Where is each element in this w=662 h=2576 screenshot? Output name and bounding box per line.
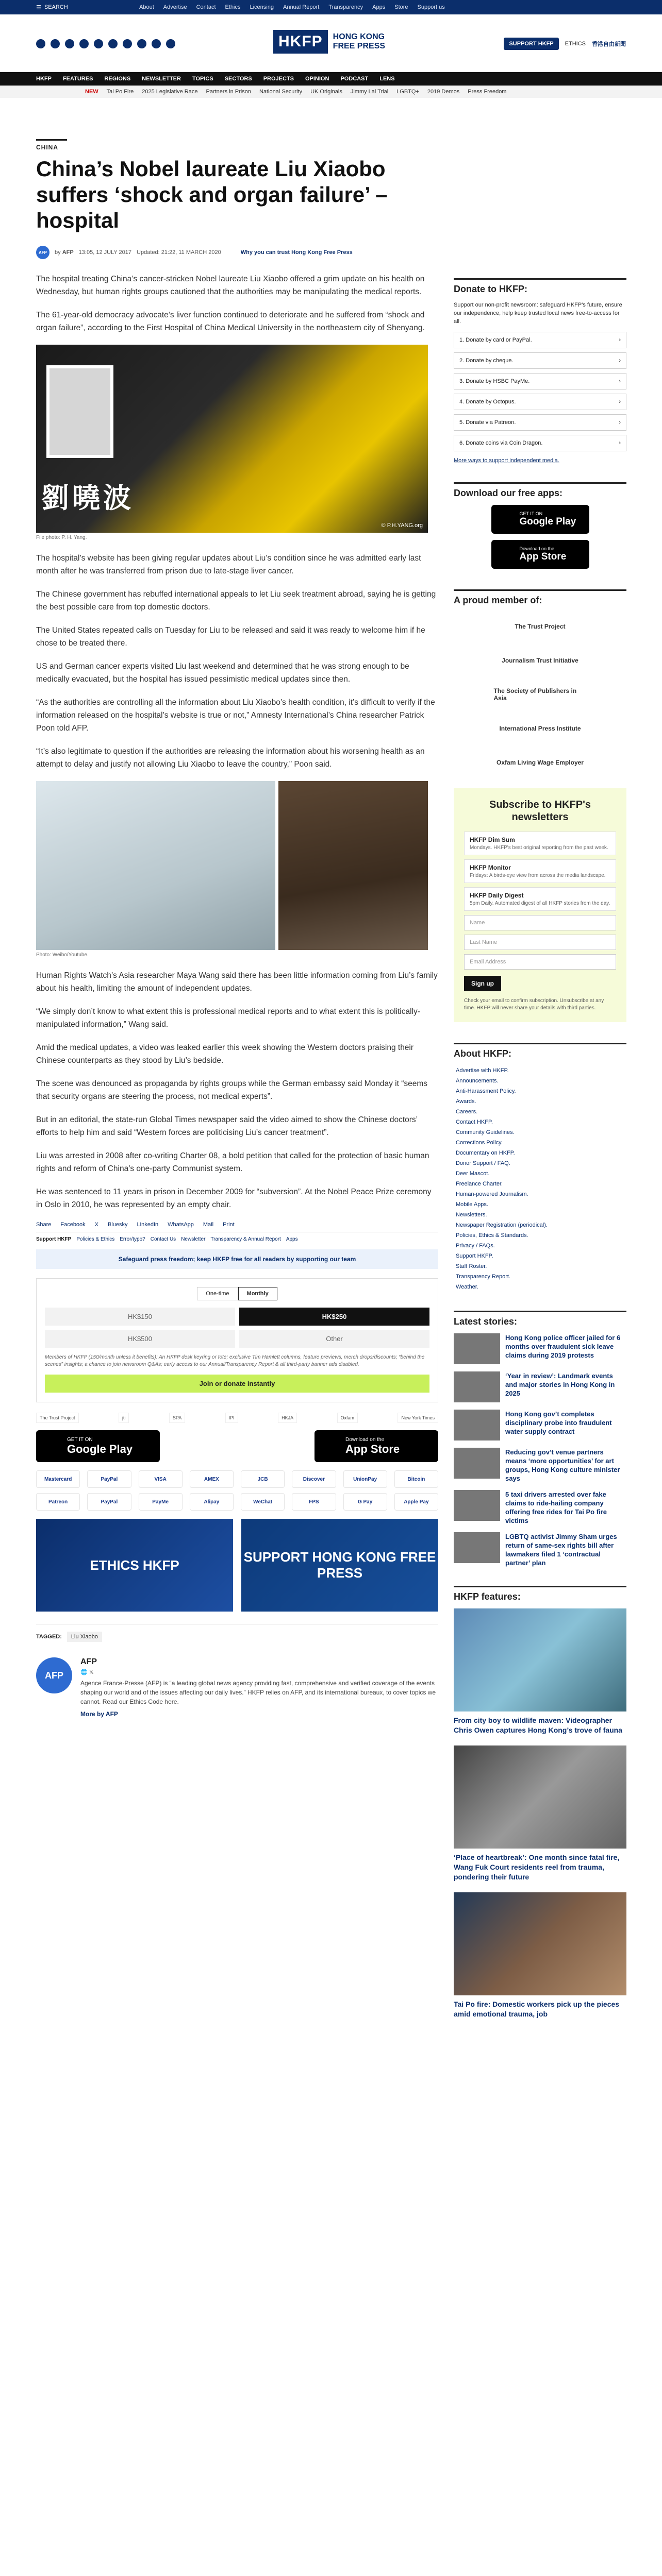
main-nav (0, 72, 662, 86)
trending-item[interactable]: Press Freedom (468, 89, 507, 95)
donate-option-label: 5. Donate via Patreon. (459, 419, 516, 426)
newsletter-option[interactable] (464, 887, 616, 911)
amount-option[interactable]: HK$150 (45, 1308, 235, 1326)
feature-title[interactable]: ‘Place of heartbreak’: One month since fatal fire, Wang Fuk Court residents reel from trauma, pondering their future (454, 1853, 620, 1881)
article-footer-links (36, 1236, 438, 1242)
portrait-poster (46, 365, 113, 458)
globe-icon[interactable]: 🌐 (80, 1669, 88, 1675)
nav-item[interactable]: OPINION (305, 76, 329, 82)
about-link[interactable]: Transparency Report. (456, 1274, 510, 1280)
first-name-input[interactable]: Name (464, 915, 616, 930)
share-print[interactable]: Print (223, 1222, 235, 1228)
newsletter-name: HKFP Monitor (470, 864, 511, 871)
feature-title[interactable]: From city boy to wildlife maven: Videographer Chris Owen captures Hong Kong’s trove of fauna (454, 1716, 622, 1734)
payment-logo[interactable]: WeChat (241, 1493, 285, 1511)
payment-methods (36, 1470, 438, 1511)
feature-story[interactable] (454, 1608, 626, 1735)
nav-item[interactable]: TOPICS (192, 76, 213, 82)
tag-chip[interactable]: Liu Xiaobo (67, 1632, 102, 1642)
member-logo[interactable]: The Trust Project (515, 623, 566, 630)
author-name: by AFP (55, 249, 74, 256)
about-link[interactable]: Announcements. (456, 1078, 499, 1084)
feature-story[interactable] (454, 1892, 626, 2019)
story-thumbnail[interactable] (454, 1448, 500, 1479)
partner-logo[interactable]: Oxfam (337, 1413, 358, 1423)
about-link[interactable]: Contact HKFP. (456, 1119, 493, 1125)
trending-item[interactable]: National Security (259, 89, 303, 95)
partner-logo[interactable]: HKJA (278, 1413, 297, 1423)
story-thumbnail[interactable] (454, 1333, 500, 1364)
site-header (0, 14, 662, 72)
app-store-small: Download on the (345, 1436, 385, 1443)
member-logo[interactable]: The Society of Publishers in Asia (493, 687, 577, 702)
trending-item[interactable]: Jimmy Lai Trial (350, 89, 389, 95)
partner-logo[interactable]: jti (119, 1413, 129, 1423)
feature-image[interactable] (454, 1892, 626, 1995)
app-store-badge[interactable] (491, 540, 589, 569)
logo-box: HKFP (273, 30, 328, 54)
tags (36, 1624, 438, 1642)
photo-chinese-text: 劉曉波 (41, 481, 134, 514)
site-logo[interactable] (273, 30, 385, 54)
trending-nav (0, 86, 662, 98)
donate-option-label: 1. Donate by card or PayPal. (459, 337, 532, 343)
x-icon[interactable]: 𝕏 (89, 1669, 94, 1675)
paragraph: The hospital treating China’s cancer-stricken Nobel laureate Liu Xiaobo offered a grim update on his health on Wednesday, but human rights groups cautioned that the authorities may be manipulating the medical reports. (36, 275, 425, 296)
google-play-badge[interactable] (491, 505, 589, 534)
support-promo[interactable]: SUPPORT HONG KONG FREE PRESS (241, 1519, 438, 1612)
frequency-toggle (45, 1287, 429, 1300)
nav-item[interactable]: LENS (379, 76, 395, 82)
newsletter-heading: Subscribe to HKFP's newsletters (489, 799, 591, 823)
donate-widget (36, 1278, 438, 1402)
payment-logo[interactable]: Mastercard (36, 1470, 80, 1488)
utility-link[interactable]: Transparency (328, 4, 363, 10)
latest-story[interactable] (454, 1448, 626, 1483)
about-link[interactable]: Freelance Charter. (456, 1181, 503, 1187)
about-link[interactable]: Community Guidelines. (456, 1129, 515, 1136)
donate-option[interactable] (454, 332, 626, 348)
footer-link[interactable]: Transparency & Annual Report (210, 1236, 281, 1242)
paragraph: The scene was denounced as propaganda by rights groups while the German embassy said Monday it “seems that security organs are steering the process, not medical experts”. (36, 1079, 428, 1101)
donate-option[interactable] (454, 373, 626, 389)
paragraph: “It’s also legitimate to question if the authorities are releasing the information about his worsening health as an attempt to delay and justify not allowing Liu Xiaobo to leave the country,” Poon said. (36, 747, 425, 769)
payment-logo[interactable]: JCB (241, 1470, 285, 1488)
about-link[interactable]: Corrections Policy. (456, 1140, 503, 1146)
share-label: Share (36, 1222, 52, 1228)
latest-story[interactable] (454, 1410, 626, 1440)
trending-item[interactable]: UK Originals (310, 89, 342, 95)
photo-caption: Photo: Weibo/Youtube. (36, 952, 89, 958)
feature-title[interactable]: Tai Po fire: Domestic workers pick up the pieces amid emotional trauma, job (454, 2000, 620, 2018)
nav-item[interactable]: SECTORS (224, 76, 252, 82)
trending-item[interactable]: 2025 Legislative Race (142, 89, 198, 95)
payment-logo[interactable]: VISA (139, 1470, 183, 1488)
story-thumbnail[interactable] (454, 1371, 500, 1402)
new-badge: NEW (85, 89, 98, 95)
article-photo (36, 781, 428, 950)
footer-link[interactable]: Apps (286, 1236, 298, 1242)
author-bio: Agence France-Presse (AFP) is “a leading global news agency providing fast, comprehensive and verified coverage of the events shaping our world and of the issues affecting our daily lives.” HKFP relies on AFP, and its international bureaux, to cover topics we cannot. Read our Ethics Code here. (80, 1680, 436, 1705)
nav-item[interactable]: PROJECTS (263, 76, 294, 82)
partner-logo[interactable]: New York Times (398, 1413, 438, 1423)
paragraph: “As the authorities are controlling all the information about Liu Xiaobo’s health condition, it’s difficult to verify if the information released on the hospital’s website is true or not,” Amnesty International’s China researcher Patrick Poon told AFP. (36, 698, 435, 733)
author-avatar[interactable]: AFP (36, 246, 49, 259)
utility-link[interactable]: Ethics (225, 4, 241, 10)
payment-logo[interactable]: Patreon (36, 1493, 80, 1511)
logo-text (333, 32, 385, 51)
menu-search[interactable] (36, 4, 129, 11)
author-box-info (80, 1657, 438, 1718)
amount-option[interactable]: Other (239, 1330, 429, 1348)
latest-story[interactable] (454, 1333, 626, 1364)
about-link[interactable]: Privacy / FAQs. (456, 1243, 495, 1249)
membership-note: Members of HKFP (150/month unless it benefits): An HKFP desk keyring or tote; exclusive Tim Hamlett columns, feature previews, merch drops/discounts; “behind the scenes” insights; a chance to join newsroom Q&As; early access to our Annual/Transparency Report & all third-party banner ads disabled. (45, 1354, 425, 1367)
payment-logo[interactable]: G Pay (343, 1493, 387, 1511)
payment-logo[interactable]: FPS (292, 1493, 336, 1511)
about-heading: About HKFP: (454, 1043, 626, 1059)
member-logo[interactable]: International Press Institute (499, 725, 581, 732)
paragraph: The 61-year-old democracy advocate’s liver function continued to deteriorate and he suffered from “shock and organ failure”, according to the First Hospital of China Medical University in the northeastern city of Shenyang. (36, 311, 425, 332)
article-category[interactable]: CHINA (36, 144, 58, 151)
publish-date: 13:05, 12 JULY 2017 (78, 249, 132, 256)
footer-link[interactable]: Contact Us (150, 1236, 176, 1242)
donate-option-label: 6. Donate coins via Coin Dragon. (459, 440, 543, 446)
promo-row (36, 1519, 438, 1612)
ethics-link[interactable]: ETHICS (565, 41, 586, 47)
amount-option-selected[interactable]: HK$250 (239, 1308, 429, 1326)
telegram-icon[interactable] (137, 39, 146, 48)
utility-link[interactable]: Advertise (163, 4, 187, 10)
about-link[interactable]: Careers. (456, 1109, 478, 1115)
latest-story[interactable] (454, 1371, 626, 1402)
join-button[interactable]: Join or donate instantly (45, 1375, 429, 1393)
about-link[interactable]: Awards. (456, 1098, 476, 1105)
more-ways-link[interactable]: More ways to support independent media. (454, 457, 559, 464)
amount-options (45, 1308, 429, 1348)
author-box (36, 1657, 438, 1718)
onetime-option[interactable]: One-time (197, 1287, 238, 1300)
last-name-input[interactable]: Last Name (464, 935, 616, 950)
about-list (454, 1065, 626, 1292)
utility-link[interactable]: Annual Report (283, 4, 320, 10)
utility-bar (0, 0, 662, 14)
story-title[interactable]: LGBTQ activist Jimmy Sham urges return of same-sex rights bill after lawmakers filed 1 ‘contractual partner’ plan (505, 1533, 617, 1567)
feature-story[interactable] (454, 1745, 626, 1882)
article (36, 139, 438, 1718)
google-play-label: Google Play (519, 516, 576, 527)
utility-link[interactable]: Apps (372, 4, 386, 10)
share-bar (36, 1222, 438, 1232)
about-link[interactable]: Anti-Harassment Policy. (456, 1088, 516, 1094)
footer-link[interactable]: Newsletter (181, 1236, 206, 1242)
newsletter-name: HKFP Daily Digest (470, 892, 524, 899)
bluesky-icon[interactable] (108, 39, 118, 48)
newsletter-desc: 5pm Daily. Automated digest of all HKFP stories from the day. (470, 901, 610, 906)
author-box-name[interactable]: AFP (80, 1657, 97, 1666)
nav-item[interactable]: HKFP (36, 76, 52, 82)
feature-image[interactable] (454, 1608, 626, 1711)
x-icon[interactable] (51, 39, 60, 48)
app-store-label: App Store (345, 1442, 400, 1455)
story-title[interactable]: 5 taxi drivers arrested over fake claims to ride-hailing company offering free rides for Tai Po fire victims (505, 1490, 607, 1524)
donate-option[interactable] (454, 414, 626, 431)
about-link[interactable]: Policies, Ethics & Standards. (456, 1232, 528, 1239)
member-logo[interactable]: Oxfam Living Wage Employer (496, 759, 584, 766)
utility-link[interactable]: About (139, 4, 154, 10)
about-link[interactable]: Newsletters. (456, 1212, 487, 1218)
features-heading: HKFP features: (454, 1586, 626, 1602)
article-photo (36, 345, 428, 533)
facebook-icon[interactable] (36, 39, 45, 48)
donate-option[interactable] (454, 394, 626, 410)
nav-item[interactable]: PODCAST (340, 76, 369, 82)
nav-item[interactable]: REGIONS (104, 76, 131, 82)
paragraph: The United States repeated calls on Tuesday for Liu to be released and said it was ready to welcome him if he chose to be treated there. (36, 626, 425, 648)
hospital-photo (36, 781, 275, 950)
partner-logo[interactable]: The Trust Project (36, 1413, 79, 1423)
newsletter-note: Check your email to confirm subscription. Unsubscribe at any time. HKFP will never share your details with third parties. (464, 998, 604, 1011)
donate-text: Support our non-profit newsroom: safeguard HKFP's future, ensure our independence, help keep trusted local news free-to-access for all. (454, 302, 622, 325)
email-input[interactable]: Email Address (464, 954, 616, 970)
chevron-right-icon: › (619, 440, 621, 446)
google-play-label: Google Play (67, 1442, 133, 1455)
signup-button[interactable]: Sign up (464, 976, 501, 991)
newsletter-desc: Mondays. HKFP's best original reporting from the past week. (470, 845, 608, 851)
payment-logo[interactable]: Discover (292, 1470, 336, 1488)
share-linkedin[interactable]: LinkedIn (137, 1222, 159, 1228)
paragraph: Liu was arrested in 2008 after co-writing Charter 08, a bold petition that called for the protection of basic human rights and reform of China’s one-party Communist system. (36, 1151, 429, 1173)
about-link[interactable]: Support HKFP. (456, 1253, 493, 1259)
nav-item[interactable]: FEATURES (62, 76, 93, 82)
share-mail[interactable]: Mail (203, 1222, 214, 1228)
nav-item[interactable]: NEWSLETTER (142, 76, 181, 82)
about-link[interactable]: Deer Mascot. (456, 1171, 490, 1177)
feature-image[interactable] (454, 1745, 626, 1849)
photo-credit: © P.H.YANG.org (381, 522, 423, 529)
donate-option-label: 4. Donate by Octopus. (459, 399, 516, 405)
share-whatsapp[interactable]: WhatsApp (168, 1222, 194, 1228)
share-bluesky[interactable]: Bluesky (108, 1222, 128, 1228)
photo-caption: File photo: P. H. Yang. (36, 535, 87, 540)
latest-story[interactable] (454, 1532, 626, 1567)
latest-story[interactable] (454, 1490, 626, 1525)
instagram-icon[interactable] (65, 39, 74, 48)
chevron-right-icon: › (619, 419, 621, 426)
paragraph: “We simply don’t know to what extent this is professional medical reports and to what extent this is politically-manipulated information,” Wang said. (36, 1007, 420, 1029)
donate-option[interactable] (454, 435, 626, 451)
app-store-badge[interactable] (315, 1430, 438, 1462)
share-x[interactable]: X (94, 1222, 99, 1228)
member-heading: A proud member of: (454, 589, 626, 606)
portrait-photo (278, 781, 428, 950)
sidebar (454, 278, 626, 2029)
latest-heading: Latest stories: (454, 1311, 626, 1327)
utility-link[interactable]: Contact (196, 4, 216, 10)
trust-link[interactable]: Why you can trust Hong Kong Free Press (240, 249, 353, 256)
trending-item[interactable]: Tai Po Fire (106, 89, 134, 95)
payment-logo[interactable]: AMEX (190, 1470, 234, 1488)
author-name-text[interactable]: AFP (62, 249, 74, 256)
chinese-site-link[interactable]: 香港自由新聞 (592, 41, 626, 47)
donate-heading: Donate to HKFP: (454, 278, 626, 295)
utility-link[interactable]: Licensing (250, 4, 274, 10)
about-link[interactable]: Donor Support / FAQ. (456, 1160, 510, 1166)
whatsapp-icon[interactable] (152, 39, 161, 48)
tags-label: TAGGED: (36, 1634, 62, 1640)
share-facebook[interactable]: Facebook (60, 1222, 86, 1228)
payment-logo[interactable]: UnionPay (343, 1470, 387, 1488)
newsletter-option[interactable] (464, 859, 616, 883)
story-title[interactable]: Reducing gov’t venue partners means ‘more opportunities’ for art groups, Hong Kong culture minister says (505, 1448, 620, 1482)
partner-logo[interactable]: IPI (225, 1413, 238, 1423)
donate-option-label: 2. Donate by cheque. (459, 358, 514, 364)
kicker-rule (36, 139, 67, 141)
about-link[interactable]: Mobile Apps. (456, 1201, 488, 1208)
app-store-small: Download on the (519, 546, 555, 551)
about-link[interactable]: Human-powered Journalism. (456, 1191, 528, 1197)
trending-item[interactable]: 2019 Demos (427, 89, 460, 95)
support-button[interactable]: SUPPORT HKFP (504, 38, 558, 50)
about-link[interactable]: Staff Roster. (456, 1263, 487, 1269)
trending-item[interactable]: LGBTQ+ (396, 89, 419, 95)
search-label[interactable]: SEARCH (44, 4, 68, 10)
story-thumbnail[interactable] (454, 1532, 500, 1563)
partner-logo[interactable]: SPA (169, 1413, 185, 1423)
updated-date: Updated: 21:22, 11 MARCH 2020 (137, 249, 221, 256)
payment-logo[interactable]: Bitcoin (394, 1470, 438, 1488)
paragraph: The hospital’s website has been giving regular updates about Liu’s condition since he was admitted early last month after he was transferred from prison due to late-stage liver cancer. (36, 554, 421, 575)
apps-heading: Download our free apps: (454, 482, 626, 499)
support-link[interactable]: Support HKFP (36, 1236, 72, 1242)
story-thumbnail[interactable] (454, 1410, 500, 1440)
paragraph: The Chinese government has rebuffed international appeals to let Liu seek treatment abroad, saying he is getting the best possible care from top domestic doctors. (36, 590, 436, 612)
rss-icon[interactable] (166, 39, 175, 48)
paragraph: He was sentenced to 11 years in prison in December 2009 for “subversion”. At the Nobel Peace Prize ceremony in Oslo in 2010, he was represented by an empty chair. (36, 1188, 432, 1209)
story-title[interactable]: Hong Kong gov’t completes disciplinary probe into fraudulent water supply contract (505, 1410, 612, 1435)
youtube-icon[interactable] (94, 39, 103, 48)
google-play-small: GET IT ON (519, 511, 543, 516)
about-link[interactable]: Documentary on HKFP. (456, 1150, 515, 1156)
monthly-option[interactable]: Monthly (238, 1287, 277, 1300)
partner-logos (36, 1413, 438, 1423)
paragraph: US and German cancer experts visited Liu last weekend and determined that he was strong enough to be medically evacuated, but the hospital has issued pessimistic medical updates since then. (36, 662, 409, 684)
newsletter-signup (454, 788, 626, 1022)
chevron-right-icon: › (619, 378, 621, 384)
payment-logo[interactable]: Alipay (190, 1493, 234, 1511)
utility-link[interactable]: Store (394, 4, 408, 10)
donate-option[interactable] (454, 352, 626, 369)
linkedin-icon[interactable] (123, 39, 132, 48)
author-social-icons (80, 1669, 438, 1675)
about-link[interactable]: Newspaper Registration (periodical). (456, 1222, 548, 1228)
amount-option[interactable]: HK$500 (45, 1330, 235, 1348)
payment-logo[interactable]: PayPal (87, 1470, 131, 1488)
app-store-row (36, 1430, 438, 1462)
chevron-right-icon: › (619, 337, 621, 343)
safeguard-banner[interactable]: Safeguard press freedom; keep HKFP free for all readers by supporting our team (36, 1249, 438, 1269)
payment-logo[interactable]: PayPal (87, 1493, 131, 1511)
utility-link[interactable]: Support us (417, 4, 445, 10)
story-thumbnail[interactable] (454, 1490, 500, 1521)
footer-link[interactable]: Error/typo? (120, 1236, 145, 1242)
donate-option-label: 3. Donate by HSBC PayMe. (459, 378, 530, 384)
article-title: China’s Nobel laureate Liu Xiaobo suffers ‘shock and organ failure’ – hospital (36, 157, 388, 232)
author-box-avatar[interactable]: AFP (36, 1657, 72, 1693)
menu-icon[interactable]: ☰ (36, 4, 41, 11)
newsletter-name: HKFP Dim Sum (470, 836, 515, 843)
more-by-author-link[interactable]: More by AFP (80, 1710, 118, 1718)
utility-links (139, 4, 445, 10)
threads-icon[interactable] (79, 39, 89, 48)
trending-item[interactable]: Partners in Prison (206, 89, 251, 95)
story-title[interactable]: ‘Year in review’: Landmark events and major stories in Hong Kong in 2025 (505, 1372, 615, 1397)
paragraph: Amid the medical updates, a video was leaked earlier this week showing the Western doctors praising their Chinese counterparts as they stood by Liu’s bedside. (36, 1043, 414, 1065)
header-actions (504, 38, 626, 50)
about-link[interactable]: Weather. (456, 1284, 478, 1290)
logo-line1: HONG KONG (333, 32, 385, 41)
story-title[interactable]: Hong Kong police officer jailed for 6 months over fraudulent sick leave claims during 2019 protests (505, 1334, 621, 1359)
member-logos (454, 616, 626, 773)
social-icons (36, 39, 175, 48)
about-link[interactable]: Advertise with HKFP. (456, 1067, 509, 1074)
member-logo[interactable]: Journalism Trust Initiative (502, 657, 578, 664)
google-play-small: GET IT ON (67, 1436, 93, 1443)
newsletter-desc: Fridays: A birds-eye view from across the media landscape. (470, 873, 606, 878)
chevron-right-icon: › (619, 358, 621, 364)
paragraph: But in an editorial, the state-run Global Times newspaper said the video aimed to show the Chinese doctors’ efforts to help him and said “Western forces are politicising Liu’s cancer treatment”. (36, 1115, 418, 1137)
payment-logo[interactable]: PayMe (139, 1493, 183, 1511)
payment-logo[interactable]: Apple Pay (394, 1493, 438, 1511)
chevron-right-icon: › (619, 399, 621, 405)
footer-link[interactable]: Policies & Ethics (76, 1236, 115, 1242)
ethics-promo[interactable]: ETHICS HKFP (36, 1519, 233, 1612)
byline (36, 246, 438, 259)
paragraph: Human Rights Watch’s Asia researcher Maya Wang said there has been little information coming from Liu’s family about his health, limiting the amount of independent updates. (36, 971, 438, 993)
google-play-badge[interactable] (36, 1430, 160, 1462)
logo-line2: FREE PRESS (333, 42, 386, 50)
newsletter-option[interactable] (464, 832, 616, 855)
app-store-label: App Store (519, 551, 567, 562)
